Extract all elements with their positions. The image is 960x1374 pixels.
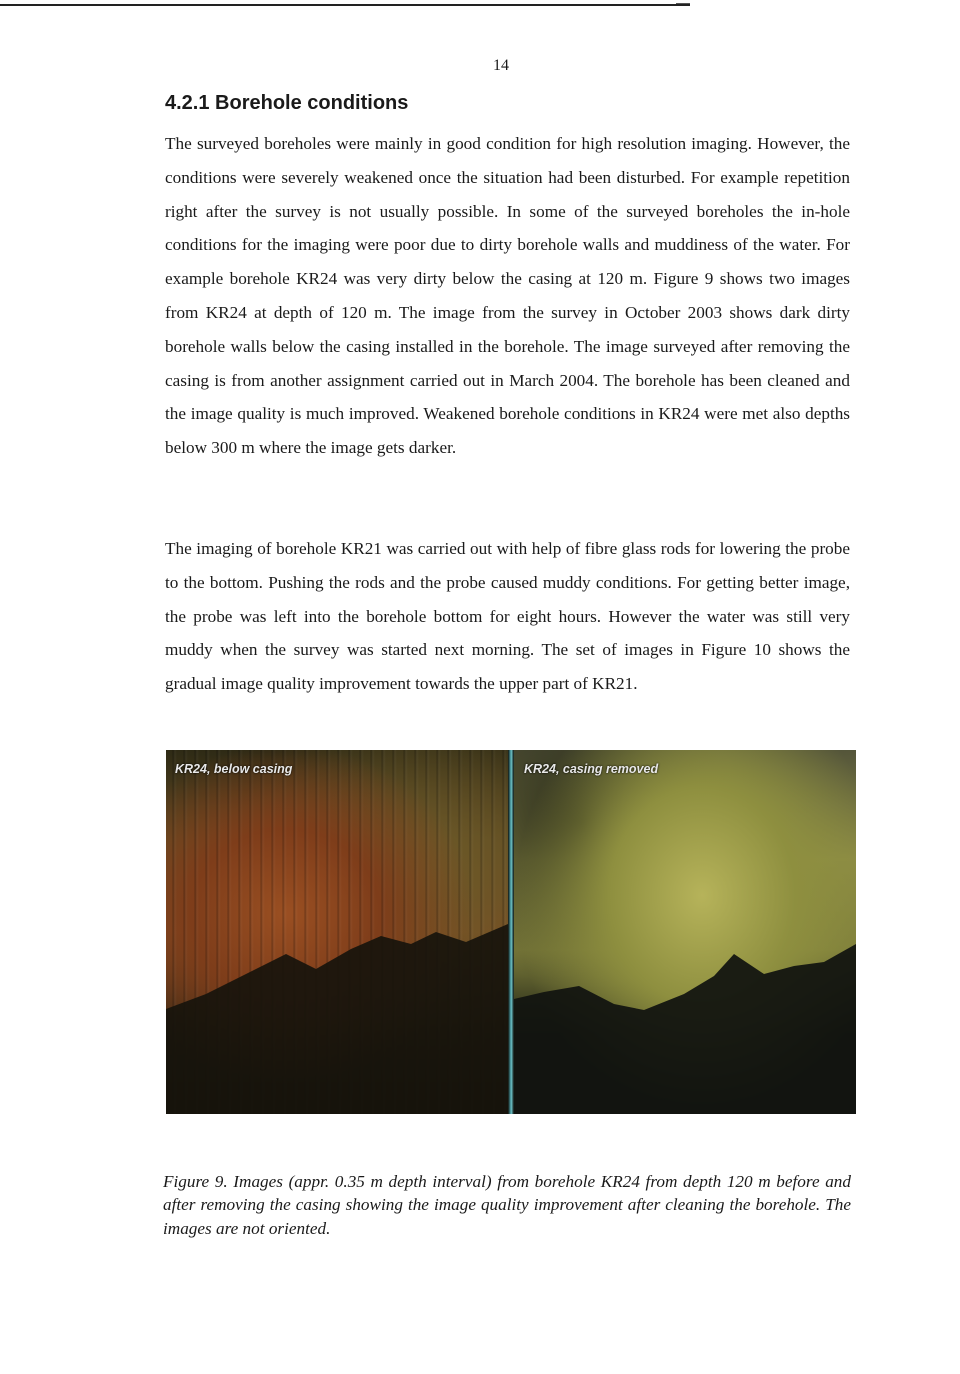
figure-caption: Figure 9. Images (appr. 0.35 m depth interval) from borehole KR24 from depth 120 m before and after removing the casing showing the image quality improvement after cleaning the borehole. The images are not oriented. (163, 1172, 851, 1238)
dark-lower-region-right (514, 914, 856, 1114)
page-number: 14 (493, 57, 509, 74)
paragraph-kr21-imaging: The imaging of borehole KR21 was carried out with help of fibre glass rods for lowering the probe to the bottom. Pushing the rods and the probe caused muddy conditions. For getting better image, the probe was left into the borehole bottom for eight hours. However the water was still very muddy when the survey was started next morning. The set of images in Figure 10 shows the gradual image quality improvement towards the upper part of KR21. (165, 539, 850, 694)
section-heading: 4.2.1 Borehole conditions (165, 92, 409, 114)
paragraph-borehole-conditions: The surveyed boreholes were mainly in good condition for high resolution imaging. However, the conditions were severely weakened once the situation had been disturbed. For example repetition right after the survey is not usually possible. In some of the surveyed boreholes the in-hole conditions for the imaging were poor due to dirty borehole walls and muddiness of the water. For example borehole KR24 was very dirty below the casing at 120 m. Figure 9 shows two images from KR24 at depth of 120 m. The image from the survey in October 2003 shows dark dirty borehole walls below the casing installed in the borehole. The image surveyed after removing the casing is from another assignment carried out in March 2004. The borehole has been cleaned and the image quality is much improved. Weakened borehole conditions in KR24 were met also depths below 300 m where the image gets darker. (165, 134, 850, 458)
image-kr24-casing-removed (514, 750, 856, 1114)
label-kr24-below-casing: KR24, below casing (175, 762, 293, 776)
label-kr24-casing-removed: KR24, casing removed (524, 762, 659, 776)
figure-9-borehole-images (166, 750, 856, 1114)
image-kr24-below-casing (166, 750, 508, 1114)
header-rule-end (676, 3, 690, 4)
header-rule (0, 4, 690, 6)
dark-lower-region-left (166, 914, 508, 1114)
